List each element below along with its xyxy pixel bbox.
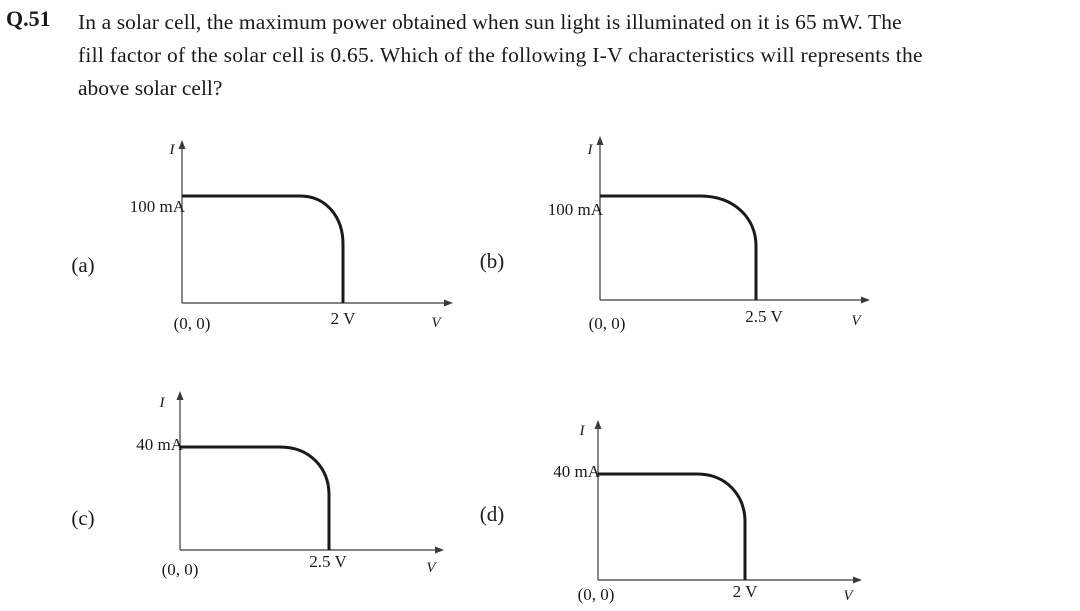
option-label: (b) [479, 249, 505, 273]
origin-label: (0, 0) [577, 585, 615, 604]
x-axis-arrow-icon [861, 297, 870, 304]
x-axis-arrow-icon [853, 577, 862, 584]
voltage-label: 2.5 V [309, 552, 347, 571]
current-label: 100 mA [547, 200, 603, 219]
current-label: 40 mA [553, 462, 600, 481]
x-axis-arrow-icon [444, 300, 453, 307]
question-line: In a solar cell, the maximum power obtained when sun light is illuminated on it is 65 mW. The [78, 10, 902, 34]
y-axis-name: I [587, 142, 593, 158]
iv-curve [182, 196, 343, 303]
question-number: Q.51 [6, 6, 51, 31]
x-axis-arrow-icon [435, 547, 444, 554]
iv-curve [598, 474, 745, 580]
y-axis-arrow-icon [597, 136, 604, 145]
y-axis-name: I [169, 142, 175, 158]
option-d-graph [480, 420, 862, 604]
y-axis-arrow-icon [595, 420, 602, 429]
origin-label: (0, 0) [161, 560, 199, 579]
current-label: 100 mA [129, 197, 185, 216]
option-c-graph [71, 391, 444, 579]
y-axis-name: I [159, 395, 165, 411]
x-axis-name: V [851, 313, 861, 329]
iv-curve [180, 447, 329, 550]
origin-label: (0, 0) [173, 314, 211, 333]
x-axis-name: V [431, 315, 441, 331]
voltage-label: 2 V [330, 309, 356, 328]
option-label: (d) [479, 502, 505, 526]
x-axis-name: V [843, 588, 853, 604]
x-axis-name: V [426, 560, 436, 576]
option-b-graph [480, 136, 870, 333]
question-line: fill factor of the solar cell is 0.65. Which of the following I-V characteristics will represents the [78, 43, 923, 67]
y-axis-arrow-icon [179, 140, 186, 149]
y-axis-arrow-icon [177, 391, 184, 400]
y-axis-name: I [579, 423, 585, 439]
option-label: (a) [71, 253, 95, 277]
question-line: above solar cell? [78, 76, 223, 100]
option-label: (c) [71, 506, 95, 530]
current-label: 40 mA [136, 435, 183, 454]
option-a-graph [71, 140, 453, 333]
voltage-label: 2 V [732, 582, 758, 601]
iv-curve [600, 196, 756, 300]
voltage-label: 2.5 V [745, 307, 783, 326]
origin-label: (0, 0) [588, 314, 626, 333]
